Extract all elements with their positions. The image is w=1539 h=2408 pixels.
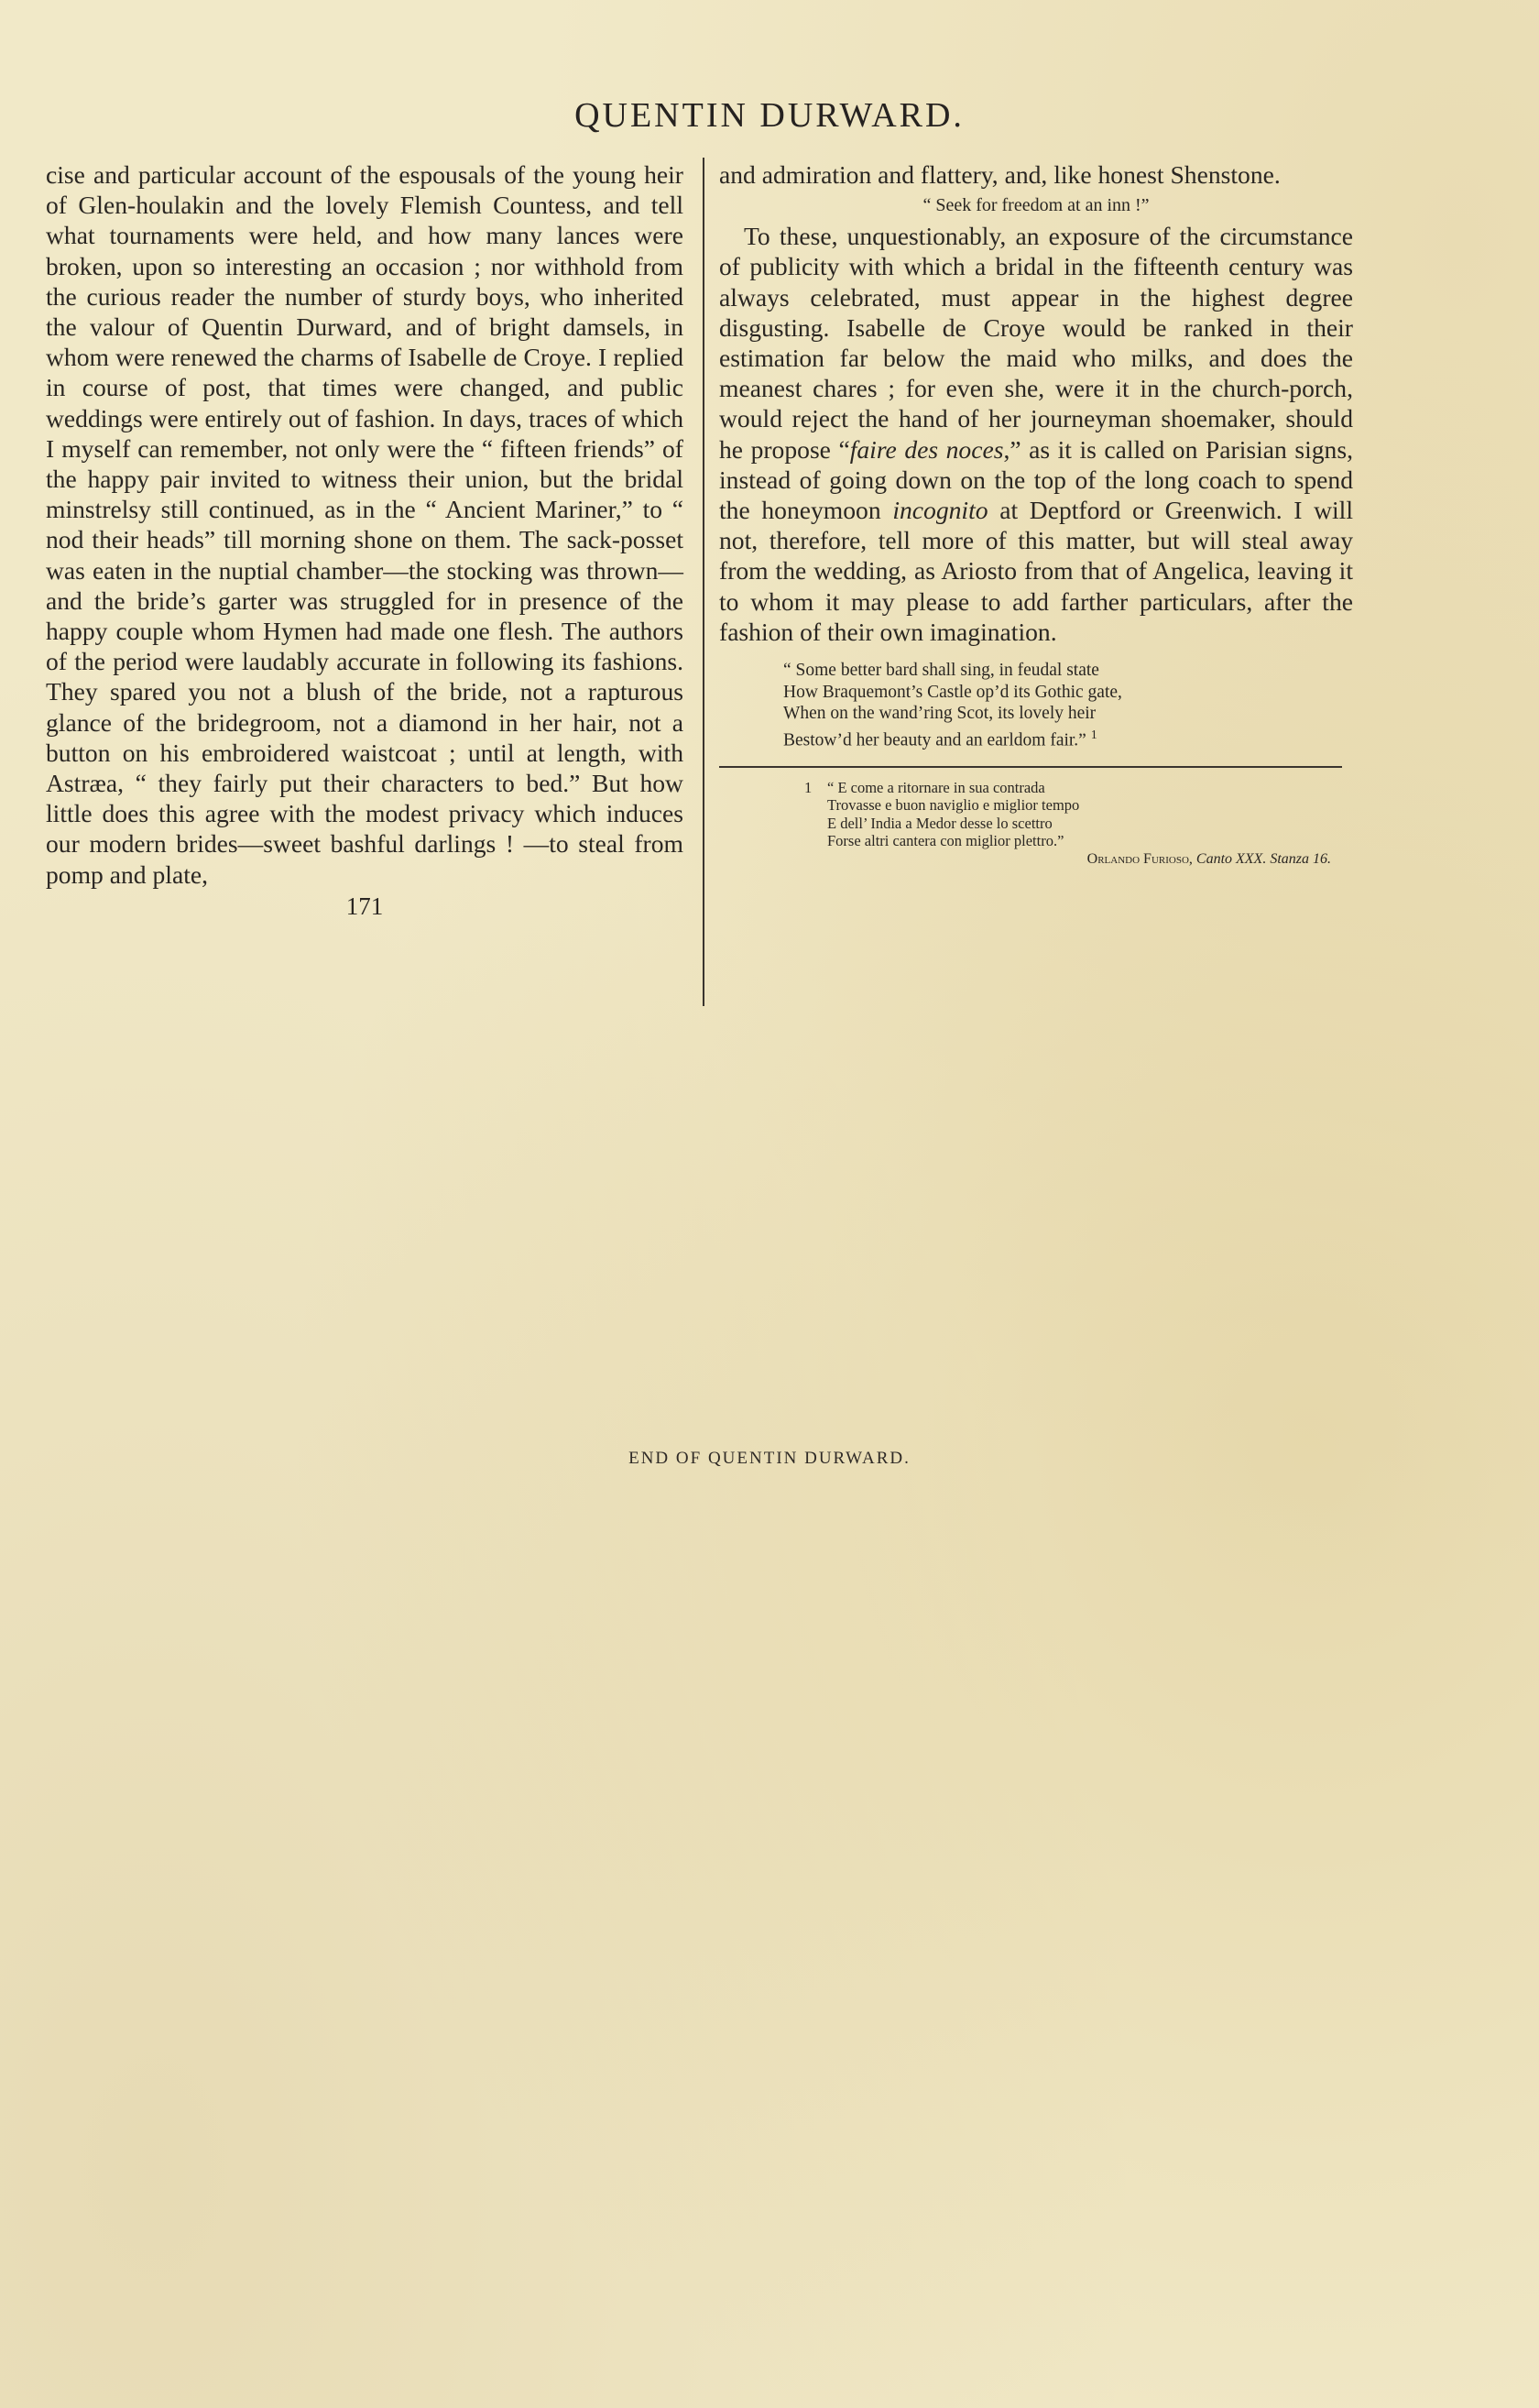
verse-quote — [783, 660, 1353, 751]
right-paragraph-1: and admiration and flattery, and, like honest Shenstone. — [719, 160, 1281, 189]
right-column — [719, 159, 1353, 868]
footnote-line: Forse altri cantera con miglior plettro.” — [827, 832, 1064, 850]
verse-line: How Braquemont’s Castle op’d its Gothic gate, — [783, 682, 1122, 702]
para2-italic-incognito: incognito — [892, 496, 988, 525]
footnote-line: Trovasse e buon naviglio e miglior tempo — [827, 796, 1080, 815]
footnote-marker: 1 — [804, 778, 813, 796]
left-column — [46, 159, 683, 922]
left-column-text: cise and particular account of the espousals of the young heir of Glen-houlakin and the lovely Flemish Countess, and tell what tournaments were held, and how many lances were broken, upon so interesting an occasion ; nor withhold from the curious reader the number of sturdy boys, who inherited the valour of Quentin Durward, and of bright damsels, in whom were renewed the charms of Isabelle de Croye. I replied in course of post, that times were changed, and public weddings were entirely out of fashion. In days, traces of which I myself can remember, not only were the “ fifteen friends” of the happy pair invited to witness their union, but the bridal minstrelsy still continued, as in the “ Ancient Mariner,” to “ nod their heads” till morning shone on them. The sack-posset was eaten in the nuptial chamber—the stocking was thrown—and the bride’s garter was struggled for in presence of the happy couple whom Hymen had made one flesh. The authors of the period were laudably accurate in following its fashions. They spared you not a blush of the bride, not a rapturous glance of the bridegroom, not a diamond in her hair, not a button on his embroidered waistcoat ; until at length, with Astræa, “ they fairly put their characters to bed.” But how little does this agree with the modest privacy which induces our modern brides—sweet bashful darlings ! —to steal from pomp and plate, — [46, 160, 683, 889]
verse-line: “ Some better bard shall sing, in feudal state — [783, 661, 1099, 681]
column-divider — [703, 158, 704, 1006]
para2-italic-faire-des-noces: faire des noces — [849, 434, 1004, 464]
footnote-citation — [827, 850, 1353, 869]
footnote-rule — [719, 766, 1342, 768]
footnote — [804, 778, 1353, 869]
citation-author: Orlando Furioso, — [1086, 850, 1193, 867]
verse-line: When on the wand’ring Scot, its lovely heir — [783, 704, 1097, 724]
verse-line-last — [783, 725, 1353, 751]
para2-text-c: at Deptford or Greenwich. I will not, therefore, tell more of this matter, but will steal away from the wedding, as Ariosto from that of Angelica, leaving it to whom it may please to add farther particulars, after the fashion of their own imagination. — [719, 496, 1354, 646]
footnote-line: E dell’ India a Medor desse lo scettro — [827, 814, 1053, 832]
end-of-book-note: END OF QUENTIN DURWARD. — [628, 1449, 911, 1468]
running-title: QUENTIN DURWARD. — [574, 96, 965, 135]
verse-line-text: Bestow’d her beauty and an earldom fair.” — [783, 730, 1086, 750]
citation-reference: Canto XXX. Stanza 16. — [1195, 850, 1331, 867]
footnote-line: “ E come a ritornare in sua contrada — [827, 778, 1045, 796]
page-number: 171 — [345, 892, 384, 920]
shenstone-quote: “ Seek for freedom at an inn !” — [922, 195, 1150, 216]
right-paragraph-2 — [719, 221, 1353, 647]
para2-text-b: ,” as it is called on Parisian signs, instead of going down on the top of the long coach to spend the honeymoon — [719, 434, 1353, 525]
footnote-reference: 1 — [1090, 728, 1097, 742]
para2-text-a: To these, unquestionably, an exposure of the circumstance of publicity with which a bridal in the fifteenth century was always celebrated, must appear in the highest degree disgusting. Isabelle de Croye would be ranked in their estimation far below the maid who milks, and does the meanest chares ; for even she, were it in the church-porch, would reject the hand of her journeyman shoemaker, should he propose “ — [719, 222, 1353, 464]
